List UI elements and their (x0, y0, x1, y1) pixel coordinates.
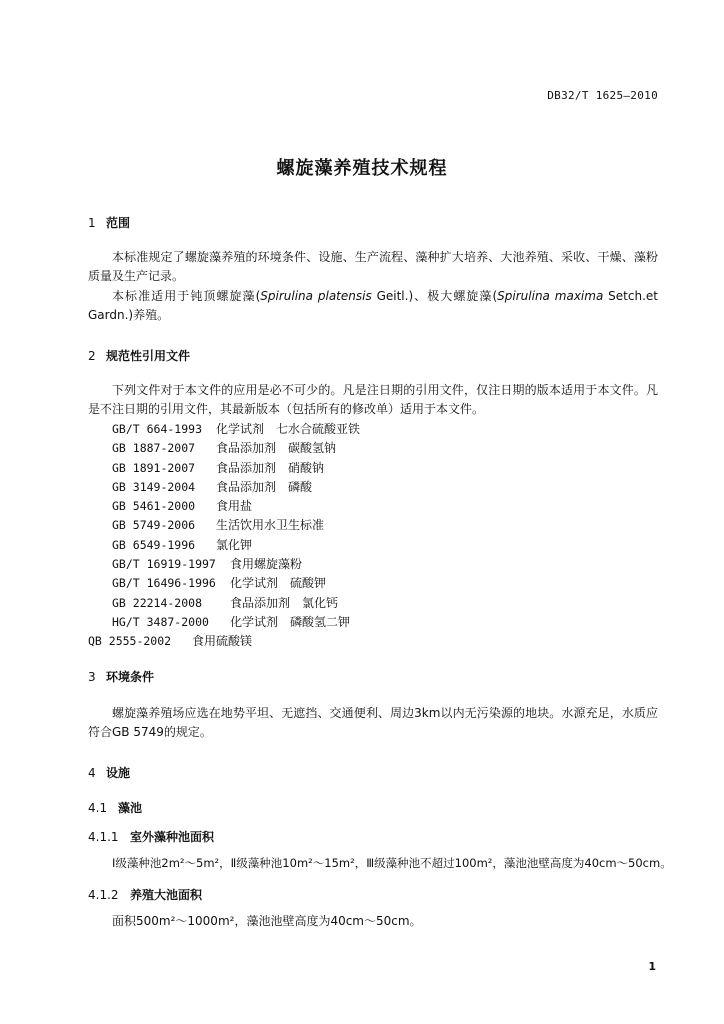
section-1-heading (88, 214, 130, 231)
reference-item (88, 613, 658, 632)
reference-code: GB/T 16919-1997 (112, 557, 216, 572)
reference-name: 化学试剂 七水合硫酸亚铁 (216, 422, 361, 436)
reference-item (88, 459, 658, 478)
reference-name: 化学试剂 硫酸钾 (230, 576, 327, 591)
text-run: 本标准适用于钝顶螺旋藻( (112, 289, 261, 303)
reference-code: GB 5461-2000 (112, 499, 196, 514)
document-title: 螺旋藻养殖技术规程 (276, 158, 448, 179)
scope-paragraph-1: 本标准规定了螺旋藻养殖的环境条件、设施、生产流程、藻种扩大培养、大池养殖、采收、干燥、藻粉质量及生产记录。 (88, 250, 658, 283)
reference-item (88, 594, 658, 613)
reference-list (88, 420, 658, 652)
reference-name: 生活饮用水卫生标准 (216, 518, 325, 533)
section-number: 3 (88, 670, 96, 684)
scope-paragraph-2 (88, 287, 658, 325)
species-name: Spirulina maxima (497, 289, 604, 303)
reference-item (88, 420, 658, 439)
subsection-number: 4.1 (88, 801, 108, 815)
reference-name: 食品添加剂 硝酸钠 (216, 460, 325, 475)
reference-name: 食用螺旋藻粉 (230, 557, 303, 572)
references-intro: 下列文件对于本文件的应用是必不可少的。凡是注日期的引用文件，仅注日期的版本适用于本文件。凡是不注日期的引用文件，其最新版本（包括所有的修改单）适用于本文件。 (88, 383, 658, 416)
culture-pond-area-text: 面积500m²～1000m²，藻池池壁高度为40cm～50cm。 (112, 914, 422, 928)
reference-code: GB 5749-2006 (112, 518, 196, 533)
reference-name: 食品添加剂 磷酸 (216, 479, 313, 494)
reference-code: GB/T 664-1993 (112, 422, 203, 436)
subsection-number: 4.1.2 (88, 888, 119, 902)
section-4-heading (88, 764, 130, 781)
reference-item (88, 478, 658, 497)
section-2-heading (88, 347, 190, 364)
reference-item (88, 632, 658, 651)
reference-name: 食用盐 (216, 499, 253, 514)
section-title: 规范性引用文件 (106, 349, 191, 363)
reference-name: 食品添加剂 碳酸氢钠 (216, 441, 337, 456)
reference-code: GB 1891-2007 (112, 460, 196, 475)
section-title: 环境条件 (106, 670, 155, 684)
reference-code: HG/T 3487-2000 (112, 614, 209, 629)
reference-code: GB 22214-2008 (112, 595, 203, 610)
reference-item (88, 516, 658, 535)
subsection-title: 藻池 (118, 801, 143, 815)
reference-code: GB/T 16496-1996 (112, 576, 216, 591)
subsection-title: 养殖大池面积 (130, 888, 203, 902)
standard-code: DB32/T 1625—2010 (547, 89, 658, 102)
reference-item (88, 555, 658, 574)
section-title: 范围 (106, 216, 131, 230)
reference-item (88, 439, 658, 458)
subsection-4-1-heading (88, 799, 142, 816)
section-number: 1 (88, 216, 96, 230)
text-run: Setch.et Gardn.)养殖。 (88, 289, 658, 322)
section-3-heading (88, 668, 154, 685)
section-title: 设施 (106, 766, 131, 780)
reference-name: 食用硫酸镁 (192, 634, 253, 649)
section-number: 4 (88, 766, 96, 780)
environment-paragraph: 螺旋藻养殖场应选在地势平坦、无遮挡、交通便利、周边3km以内无污染源的地块。水源充足，水质应符合GB 5749的规定。 (88, 706, 658, 739)
reference-item (88, 574, 658, 593)
reference-name: 化学试剂 磷酸氢二钾 (230, 614, 351, 629)
subsection-title: 室外藻种池面积 (130, 830, 215, 844)
text-run: Geitl.)、极大螺旋藻( (371, 289, 498, 303)
species-name: Spirulina platensis (260, 289, 372, 303)
subsection-4-1-1-heading (88, 828, 214, 845)
reference-name: 氯化钾 (216, 537, 253, 552)
section-number: 2 (88, 349, 96, 363)
reference-code: QB 2555-2002 (88, 634, 172, 649)
subsection-number: 4.1.1 (88, 830, 119, 844)
reference-item (88, 497, 658, 516)
seed-pond-area-text: Ⅰ级藻种池2m²～5m²，Ⅱ级藻种池10m²～15m²，Ⅲ级藻种池不超过100m²，藻池池壁高度为40cm～50cm。 (112, 856, 672, 870)
subsection-4-1-2-heading (88, 886, 202, 903)
reference-name: 食品添加剂 氯化钙 (230, 595, 339, 610)
reference-code: GB 1887-2007 (112, 441, 196, 456)
reference-code: GB 6549-1996 (112, 537, 196, 552)
reference-item (88, 536, 658, 555)
reference-code: GB 3149-2004 (112, 479, 196, 494)
page-number: 1 (648, 960, 656, 973)
